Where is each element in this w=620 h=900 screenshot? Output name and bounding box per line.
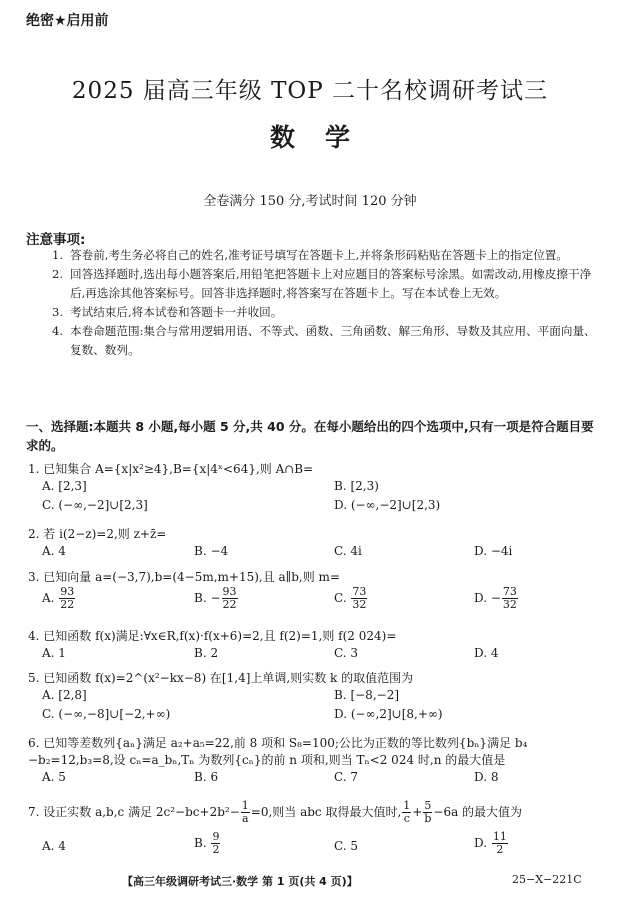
question-5 (28, 670, 603, 725)
notice-item-text: 本卷命题范围:集合与常用逻辑用语、不等式、函数、三角函数、解三角形、导数及其应用、平面向量、复数、数列。 (70, 324, 596, 357)
notice-list (52, 246, 598, 360)
option-row (28, 543, 603, 562)
option-row (28, 831, 603, 861)
notice-item-number: 3. (52, 305, 64, 319)
notice-item (52, 265, 598, 303)
stem-text: =0,则当 abc 取得最大值时, (250, 805, 402, 819)
option-c: C. (−∞,−2]∪[2,3] (42, 498, 148, 512)
option-d (474, 831, 509, 856)
option-a: A. 1 (42, 646, 66, 660)
footer-code: 25−X−221C (512, 873, 582, 886)
fraction-denominator: 32 (352, 598, 367, 611)
question-6 (28, 735, 603, 788)
notice-heading: 注意事项: (26, 232, 86, 248)
fraction-denominator: c (403, 812, 410, 825)
option-a: A. 4 (42, 544, 66, 558)
option-prefix: B. − (194, 591, 221, 605)
question-stem: 6. 已知等差数列{aₙ}满足 a₂+a₅=22,前 8 项和 S₈=100;公比为正数的等比数列{bₙ}满足 b₄ (28, 736, 528, 750)
question-1 (28, 461, 603, 516)
option-prefix: D. − (474, 591, 501, 605)
option-d: D. 8 (474, 770, 499, 784)
fraction-denominator: 2 (212, 843, 220, 856)
option-row (28, 586, 603, 616)
option-d: D. (−∞,2]∪[8,+∞) (334, 707, 443, 721)
option-c: C. 3 (334, 646, 359, 660)
option-c: C. 4i (334, 544, 362, 558)
question-stem: 2. 若 i(2−z)=2,则 z+z̄= (28, 527, 167, 541)
option-b (194, 831, 221, 856)
confidential-label: 绝密★启用前 (26, 13, 109, 29)
section-heading: 一、选择题:本题共 8 小题,每小题 5 分,共 40 分。在每小题给出的四个选项中,只有一项是符合题目要求的。 (26, 419, 594, 453)
fraction-numerator: 9 (212, 830, 220, 843)
option-prefix: D. (474, 836, 491, 850)
option-row (28, 769, 603, 788)
fraction-denominator: 22 (222, 598, 237, 611)
fraction (59, 586, 75, 611)
question-2 (28, 526, 603, 562)
option-c (334, 586, 368, 611)
question-3 (28, 569, 603, 616)
question-stem: 3. 已知向量 a=(−3,7),b=(4−5m,m+15),且 a∥b,则 m= (28, 570, 340, 584)
fraction-numerator: 93 (222, 585, 237, 598)
fraction (502, 586, 518, 611)
notice-item (52, 246, 598, 265)
option-prefix: C. (334, 591, 351, 605)
score-info: 全卷满分 150 分,考试时间 120 分钟 (203, 194, 417, 209)
fraction-denominator: b (424, 812, 432, 825)
question-4 (28, 628, 603, 664)
option-d: D. (−∞,−2]∪[2,3) (334, 498, 441, 512)
question-stem: 5. 已知函数 f(x)=2^(x²−kx−8) 在[1,4]上单调,则实数 k 的取值范围为 (28, 671, 414, 685)
fraction (241, 800, 250, 825)
notice-item-text: 考试结束后,将本试卷和答题卡一并收回。 (70, 305, 283, 319)
fraction-numerator: 11 (492, 830, 507, 843)
stem-text: 7. 设正实数 a,b,c 满足 2c²−bc+2b²− (28, 805, 240, 819)
notice-item-number: 4. (52, 324, 64, 338)
notice-item (52, 303, 598, 322)
notice-item-text: 答卷前,考生务必将自己的姓名,准考证号填写在答题卡上,并将条形码粘贴在答题卡上的指定位置。 (70, 248, 568, 262)
option-prefix: C. 5 (334, 839, 359, 853)
question-7 (28, 800, 603, 861)
option-row (28, 497, 603, 516)
option-a: A. [2,8] (42, 688, 87, 702)
option-row (28, 645, 603, 664)
question-stem (28, 800, 603, 825)
fraction-numerator: 1 (241, 799, 249, 812)
notice-item (52, 322, 598, 360)
fraction (402, 800, 411, 825)
option-d: D. −4i (474, 544, 513, 558)
question-stem-continued: −b₂=12,b₃=8,设 cₙ=a_bₙ,Tₙ 为数列{cₙ}的前 n 项和,则当 Tₙ<2 024 时,n 的最大值是 (28, 753, 506, 767)
fraction (211, 831, 220, 856)
question-stem: 4. 已知函数 f(x)满足:∀x∈R,f(x)·f(x+6)=2,且 f(2)=1,则 f(2 024)= (28, 629, 397, 643)
option-d: D. 4 (474, 646, 499, 660)
subject-title: 数学 (269, 123, 380, 152)
option-prefix: A. (42, 591, 59, 605)
option-c (334, 838, 358, 855)
footer-page-info: 【高三年级调研考试三·数学 第 1 页(共 4 页)】 (122, 875, 358, 888)
option-a (42, 586, 76, 611)
exam-title: 2025 届高三年级 TOP 二十名校调研考试三 (71, 78, 549, 104)
stem-text: + (412, 805, 423, 819)
fraction (492, 831, 508, 856)
option-b: B. −4 (194, 544, 229, 558)
option-prefix: B. (194, 836, 211, 850)
fraction-numerator: 73 (502, 585, 517, 598)
option-a: A. [2,3] (42, 479, 87, 493)
option-d (474, 586, 519, 611)
fraction (351, 586, 367, 611)
option-b (194, 586, 239, 611)
notice-item-text: 回答选择题时,选出每小题答案后,用铅笔把答题卡上对应题目的答案标号涂黑。如需改动,用橡皮擦干净后,再选涂其他答案标号。回答非选择题时,将答案写在答题卡上。写在本试卷上无效。 (70, 267, 592, 300)
option-c: C. 7 (334, 770, 359, 784)
option-row (28, 687, 603, 706)
stem-text: −6a 的最大值为 (433, 805, 523, 819)
fraction-denominator: 32 (502, 598, 517, 611)
fraction-numerator: 1 (403, 799, 411, 812)
option-row (28, 706, 603, 725)
option-row (28, 478, 603, 497)
notice-item-number: 1. (52, 248, 64, 262)
option-c: C. (−∞,−8]∪[−2,+∞) (42, 707, 171, 721)
option-prefix: A. 4 (42, 839, 66, 853)
option-b: B. 2 (194, 646, 219, 660)
option-a: A. 5 (42, 770, 66, 784)
fraction-denominator: a (241, 812, 249, 825)
question-stem: 1. 已知集合 A={x|x²≥4},B={x|4ˣ<64},则 A∩B= (28, 462, 314, 476)
option-b: B. 6 (194, 770, 219, 784)
fraction-denominator: 22 (60, 598, 75, 611)
fraction (222, 586, 238, 611)
notice-item-number: 2. (52, 267, 64, 281)
fraction-numerator: 93 (60, 585, 75, 598)
option-a (42, 838, 66, 855)
fraction-numerator: 5 (424, 799, 432, 812)
option-b: B. [−8,−2] (334, 688, 400, 702)
fraction-numerator: 73 (352, 585, 367, 598)
fraction (423, 800, 432, 825)
fraction-denominator: 2 (496, 843, 504, 856)
option-b: B. [2,3) (334, 479, 379, 493)
